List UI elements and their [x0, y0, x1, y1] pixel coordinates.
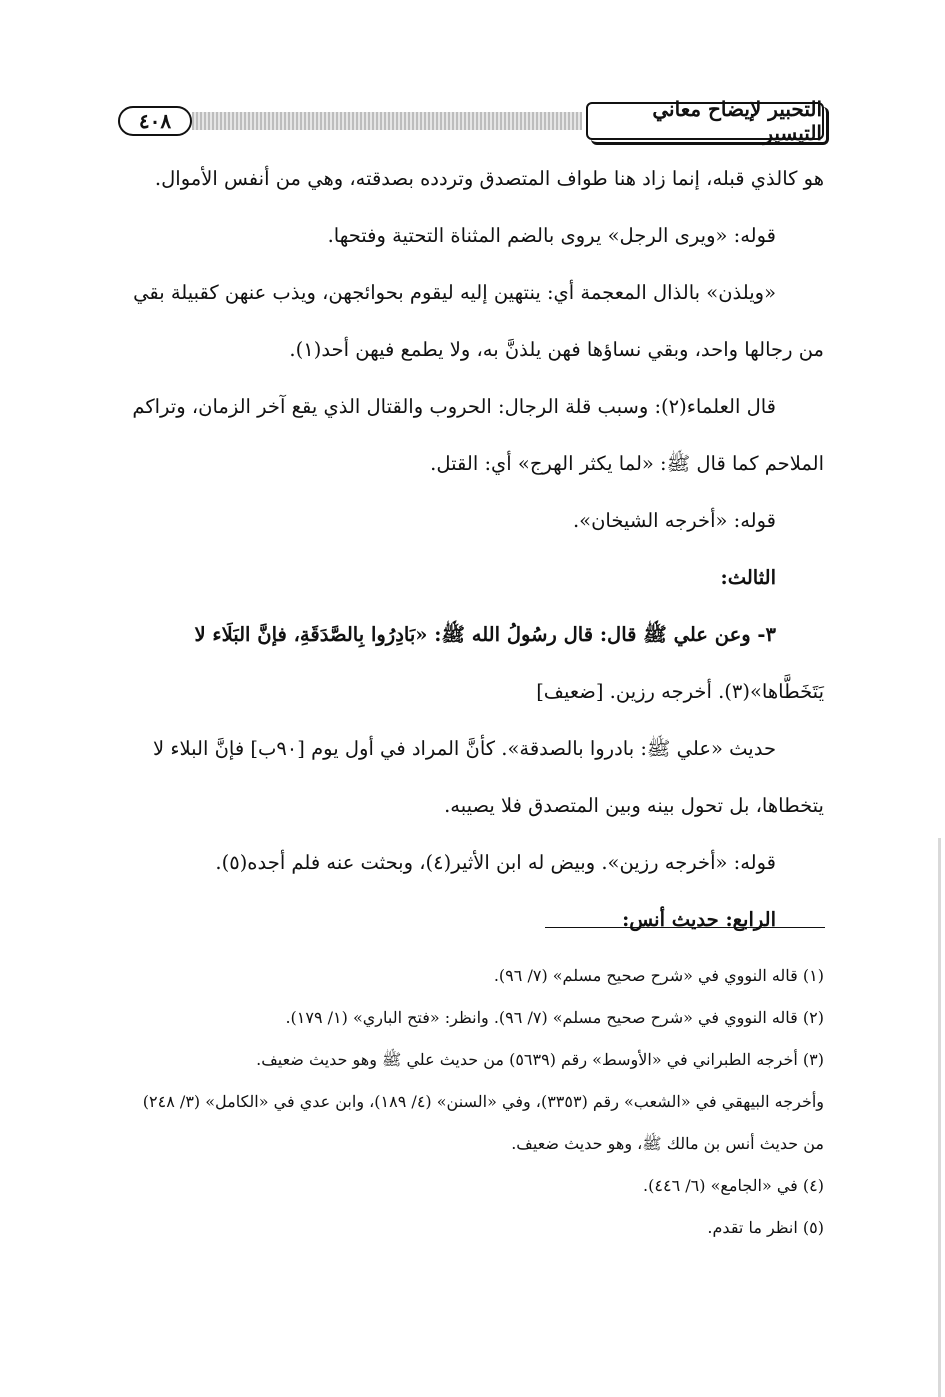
footnote: (٣) أخرجه الطبراني في «الأوسط» رقم (٥٦٣٩) من حديث علي ﷺ وهو حديث ضعيف.	[256, 1050, 824, 1069]
text-line: حديث «علي ﷺ: بادروا بالصدقة». كأنَّ المراد في أول يوم [٩٠ب] فإنَّ البلاء لا	[153, 736, 776, 760]
footnote-separator	[545, 927, 825, 928]
hadith-line: يَتَخَطَّاها»(٣). أخرجه رزين. [ضعيف]	[536, 679, 824, 703]
footnote: (٢) قاله النووي في «شرح صحيح مسلم» (٧/ ٩٦). وانظر: «فتح الباري» (١/ ١٧٩).	[285, 1008, 824, 1027]
main-text	[100, 150, 824, 948]
scan-edge	[938, 0, 941, 1397]
header-title: التحبير لإيضاح معاني التيسير	[586, 102, 824, 140]
text-line: قوله: «أخرجه الشيخان».	[572, 508, 776, 532]
footnote: (١) قاله النووي في «شرح صحيح مسلم» (٧/ ٩٦).	[493, 966, 824, 985]
footnotes	[100, 955, 824, 1249]
section-heading: الرابع: حديث أنس:	[622, 907, 776, 931]
text-line: هو كالذي قبله، إنما زاد هنا طواف المتصدق وتردده بصدقته، وهي من أنفس الأموال.	[154, 166, 824, 190]
page-number: ٤٠٨	[118, 106, 192, 136]
text-line: يتخطاها، بل تحول بينه وبين المتصدق فلا يصيبه.	[444, 793, 824, 817]
text-line: الملاحم كما قال ﷺ: «لما يكثر الهرج» أي: القتل.	[430, 451, 824, 475]
text-line: من رجالها واحد، وبقي نساؤها فهن يلذنَّ به، ولا يطمع فيهن أحد(١).	[289, 337, 824, 361]
footnote: (٤) في «الجامع» (٦/ ٤٤٦).	[643, 1176, 824, 1195]
header-ornament-rule	[192, 112, 582, 130]
text-line: قال العلماء(٢): وسبب قلة الرجال: الحروب والقتال الذي يقع آخر الزمان، وتراكم	[132, 394, 776, 418]
running-header	[96, 97, 824, 152]
footnote: (٥) انظر ما تقدم.	[707, 1218, 824, 1237]
footnote-continuation: من حديث أنس بن مالك ﷺ، وهو حديث ضعيف.	[511, 1134, 824, 1153]
text-line: «ويلذن» بالذال المعجمة أي: ينتهين إليه ليقوم بحوائجهن، ويذب عنهن كقبيلة بقي	[133, 280, 776, 304]
text-line: قوله: «ويرى الرجل» يروى بالضم المثناة التحتية وفتحها.	[327, 223, 776, 247]
section-heading: الثالث:	[720, 565, 776, 589]
footnote-continuation: وأخرجه البيهقي في «الشعب» رقم (٣٣٥٣)، وفي «السنن» (٤/ ١٨٩)، وابن عدي في «الكامل» (٣/ ٢٤٨)	[142, 1092, 824, 1111]
hadith-line: ٣- وعن علي ﷺ قال: قال رسُولُ الله ﷺ: «بَادِرُوا بِالصَّدَقَةِ، فإنَّ البَلَاء لا	[194, 622, 776, 646]
text-line: قوله: «أخرجه رزين». وبيض له ابن الأثير(٤)، وبحثت عنه فلم أجده(٥).	[215, 850, 776, 874]
